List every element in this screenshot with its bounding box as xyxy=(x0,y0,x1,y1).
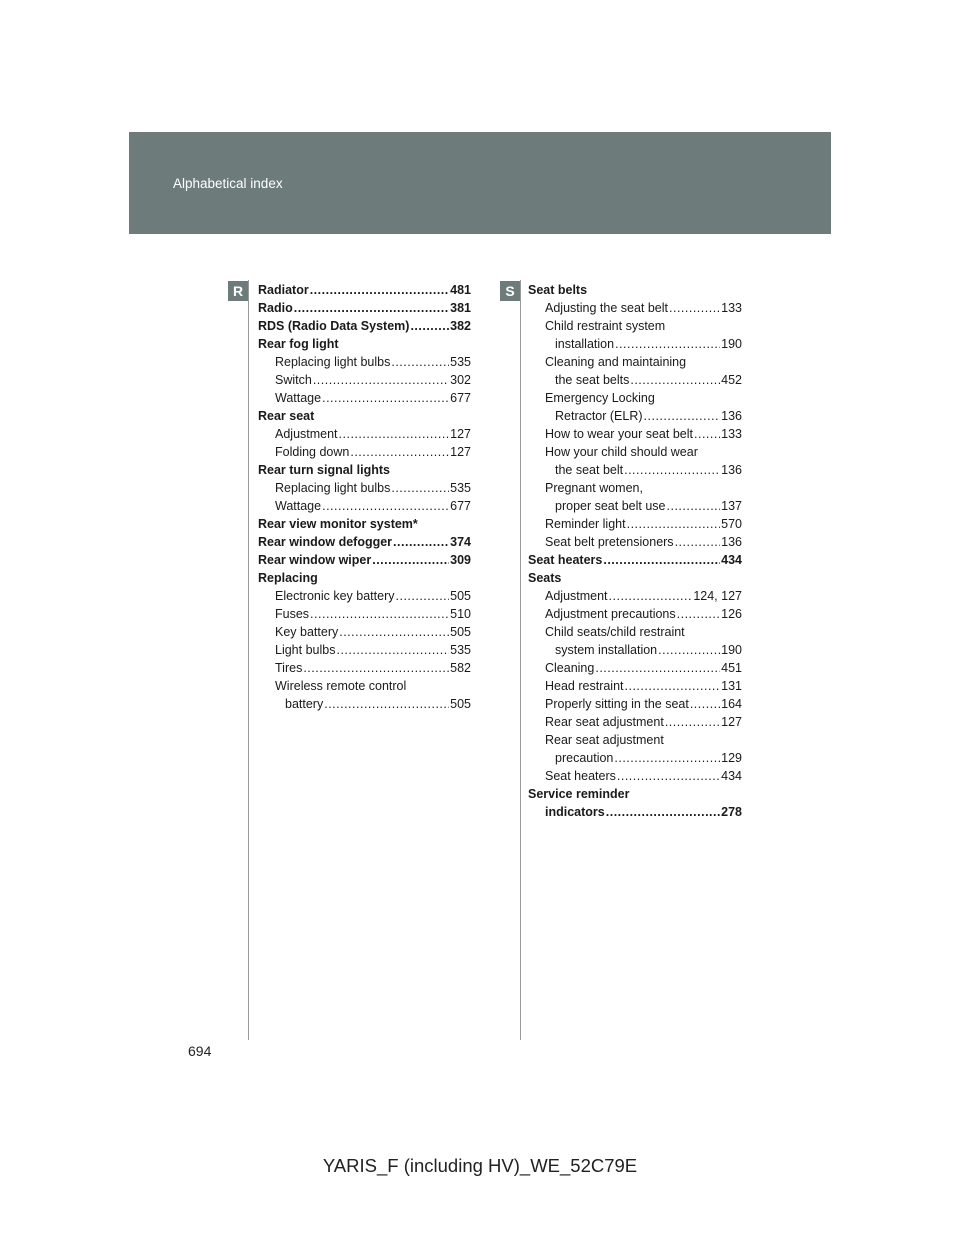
entry-page: 505 xyxy=(450,625,471,639)
index-entry xyxy=(258,695,471,713)
document-footer: YARIS_F (including HV)_WE_52C79E xyxy=(322,1155,638,1176)
dot-leader xyxy=(310,281,449,299)
entry-term: Replacing light bulbs xyxy=(275,355,391,369)
index-entry xyxy=(258,515,471,533)
entry-page: 570 xyxy=(721,517,742,531)
entry-term: Cleaning xyxy=(545,661,595,675)
entry-term: Radiator xyxy=(258,283,309,297)
dot-leader xyxy=(310,605,449,623)
dot-leader xyxy=(658,641,720,659)
entry-page: 127 xyxy=(721,715,742,729)
entry-term: Service reminder xyxy=(528,787,630,801)
index-entry xyxy=(528,785,742,803)
entry-page: 131 xyxy=(721,679,742,693)
dot-leader xyxy=(675,533,721,551)
entry-term: Rear seat adjustment xyxy=(545,733,664,747)
entry-page: 535 xyxy=(450,643,471,657)
entry-page: 136 xyxy=(721,463,742,477)
dot-leader xyxy=(630,371,720,389)
entry-page: 382 xyxy=(450,319,471,333)
index-entry xyxy=(258,281,471,299)
index-entry xyxy=(528,659,742,677)
entry-term: Rear turn signal lights xyxy=(258,463,390,477)
entry-page: 133 xyxy=(721,427,742,441)
index-entry xyxy=(528,533,742,551)
index-entry xyxy=(528,803,742,821)
dot-leader xyxy=(603,551,720,569)
index-entry xyxy=(528,569,742,587)
entry-page: 535 xyxy=(450,481,471,495)
entry-term: Replacing light bulbs xyxy=(275,481,391,495)
index-entry xyxy=(258,461,471,479)
index-entry xyxy=(528,497,742,515)
index-entry xyxy=(258,317,471,335)
entry-term: Fuses xyxy=(275,607,310,621)
entry-page: 124, 127 xyxy=(693,589,742,603)
index-entry xyxy=(528,515,742,533)
index-entry xyxy=(258,623,471,641)
entry-term: Pregnant women, xyxy=(545,481,643,495)
entry-term: Rear view monitor system* xyxy=(258,517,418,531)
entry-term: Child seats/child restraint xyxy=(545,625,685,639)
entry-page: 505 xyxy=(450,589,471,603)
entry-page: 481 xyxy=(450,283,471,297)
entry-term: Emergency Locking xyxy=(545,391,655,405)
index-entry xyxy=(258,299,471,317)
entry-page: 127 xyxy=(450,427,471,441)
index-entry xyxy=(528,551,742,569)
entry-page: 582 xyxy=(450,661,471,675)
entry-term: Rear seat adjustment xyxy=(545,715,664,729)
entry-page: 164 xyxy=(721,697,742,711)
entry-page: 136 xyxy=(721,409,742,423)
index-entry xyxy=(528,281,742,299)
dot-leader xyxy=(396,587,450,605)
dot-leader xyxy=(350,443,449,461)
index-entry xyxy=(258,443,471,461)
index-entry xyxy=(528,605,742,623)
dot-leader xyxy=(665,713,720,731)
entry-term: indicators xyxy=(545,805,605,819)
entry-term: Child restraint system xyxy=(545,319,666,333)
page-header xyxy=(129,132,831,234)
dot-leader xyxy=(313,371,449,389)
dot-leader xyxy=(410,317,449,335)
dot-leader xyxy=(677,605,721,623)
entry-term: Radio xyxy=(258,301,293,315)
index-entry xyxy=(528,479,742,497)
column-divider-left xyxy=(248,280,249,1040)
entry-term: Switch xyxy=(275,373,312,387)
index-entry xyxy=(528,623,742,641)
page-number: 694 xyxy=(188,1043,212,1059)
index-entry xyxy=(528,299,742,317)
entry-term: Properly sitting in the seat xyxy=(545,697,689,711)
dot-leader xyxy=(391,479,449,497)
dot-leader xyxy=(393,533,449,551)
entry-term: the seat belt xyxy=(555,463,624,477)
entry-page: 434 xyxy=(721,769,742,783)
entry-term: Rear seat xyxy=(258,409,315,423)
index-entry xyxy=(258,389,471,407)
entry-term: Seat belt pretensioners xyxy=(545,535,674,549)
index-entry xyxy=(528,317,742,335)
index-column-r xyxy=(258,281,471,713)
entry-term: Adjusting the seat belt xyxy=(545,301,668,315)
index-entry xyxy=(258,677,471,695)
index-entry xyxy=(528,443,742,461)
entry-page: 278 xyxy=(721,805,742,819)
entry-term: Seats xyxy=(528,571,562,585)
entry-page: 129 xyxy=(721,751,742,765)
index-entry xyxy=(528,767,742,785)
index-entry xyxy=(258,569,471,587)
index-entry xyxy=(258,497,471,515)
header-title: Alphabetical index xyxy=(173,176,283,191)
dot-leader xyxy=(667,497,721,515)
index-entry xyxy=(528,389,742,407)
entry-term: precaution xyxy=(555,751,614,765)
entry-term: Seat belts xyxy=(528,283,588,297)
entry-term: Tires xyxy=(275,661,303,675)
entry-term: Head restraint xyxy=(545,679,624,693)
letter-tab-s: S xyxy=(500,281,520,301)
index-entry xyxy=(258,641,471,659)
entry-term: Key battery xyxy=(275,625,339,639)
dot-leader xyxy=(339,425,450,443)
entry-page: 451 xyxy=(721,661,742,675)
letter-tab-r: R xyxy=(228,281,248,301)
dot-leader xyxy=(694,425,720,443)
dot-leader xyxy=(615,335,720,353)
column-divider-middle xyxy=(520,280,521,1040)
index-entry xyxy=(528,371,742,389)
entry-page: 190 xyxy=(721,643,742,657)
entry-term: the seat belts xyxy=(555,373,630,387)
index-entry xyxy=(258,551,471,569)
entry-term: How to wear your seat belt xyxy=(545,427,693,441)
entry-page: 302 xyxy=(450,373,471,387)
entry-term: Wireless remote control xyxy=(275,679,407,693)
entry-page: 452 xyxy=(721,373,742,387)
dot-leader xyxy=(336,641,449,659)
entry-page: 137 xyxy=(721,499,742,513)
dot-leader xyxy=(644,407,721,425)
entry-page: 309 xyxy=(450,553,471,567)
entry-term: Reminder light xyxy=(545,517,626,531)
entry-term: Cleaning and maintaining xyxy=(545,355,687,369)
entry-term: Adjustment precautions xyxy=(545,607,676,621)
entry-page: 136 xyxy=(721,535,742,549)
index-entry xyxy=(258,605,471,623)
index-entry xyxy=(528,749,742,767)
index-entry xyxy=(528,695,742,713)
index-entry xyxy=(258,587,471,605)
index-entry xyxy=(258,479,471,497)
index-entry xyxy=(258,425,471,443)
dot-leader xyxy=(627,515,721,533)
entry-term: Rear window defogger xyxy=(258,535,393,549)
entry-page: 127 xyxy=(450,445,471,459)
entry-term: Wattage xyxy=(275,499,322,513)
dot-leader xyxy=(624,461,720,479)
dot-leader xyxy=(324,695,449,713)
entry-term: Folding down xyxy=(275,445,350,459)
index-entry xyxy=(258,371,471,389)
dot-leader xyxy=(614,749,720,767)
index-entry xyxy=(258,533,471,551)
dot-leader xyxy=(294,299,449,317)
dot-leader xyxy=(372,551,449,569)
entry-term: system installation xyxy=(555,643,658,657)
entry-term: Adjustment xyxy=(275,427,338,441)
entry-term: How your child should wear xyxy=(545,445,698,459)
entry-page: 190 xyxy=(721,337,742,351)
entry-page: 510 xyxy=(450,607,471,621)
index-entry xyxy=(258,407,471,425)
index-column-s xyxy=(528,281,742,821)
index-entry xyxy=(258,353,471,371)
entry-term: Retractor (ELR) xyxy=(555,409,643,423)
entry-page: 381 xyxy=(450,301,471,315)
index-entry xyxy=(528,425,742,443)
dot-leader xyxy=(609,587,693,605)
entry-term: proper seat belt use xyxy=(555,499,666,513)
entry-term: installation xyxy=(555,337,615,351)
entry-term: Replacing xyxy=(258,571,318,585)
dot-leader xyxy=(617,767,720,785)
entry-page: 434 xyxy=(721,553,742,567)
index-entry xyxy=(528,461,742,479)
index-entry xyxy=(528,677,742,695)
entry-term: Seat heaters xyxy=(545,769,616,783)
entry-term: Adjustment xyxy=(545,589,608,603)
dot-leader xyxy=(391,353,449,371)
dot-leader xyxy=(625,677,721,695)
index-entry xyxy=(528,353,742,371)
dot-leader xyxy=(322,389,449,407)
entry-term: RDS (Radio Data System) xyxy=(258,319,410,333)
index-entry xyxy=(258,659,471,677)
index-entry xyxy=(528,641,742,659)
entry-term: Wattage xyxy=(275,391,322,405)
index-entry xyxy=(528,731,742,749)
entry-page: 133 xyxy=(721,301,742,315)
entry-page: 677 xyxy=(450,499,471,513)
index-entry xyxy=(528,587,742,605)
dot-leader xyxy=(303,659,449,677)
dot-leader xyxy=(690,695,720,713)
index-entry xyxy=(528,335,742,353)
entry-term: Light bulbs xyxy=(275,643,336,657)
index-entry xyxy=(258,335,471,353)
entry-page: 535 xyxy=(450,355,471,369)
entry-term: Electronic key battery xyxy=(275,589,395,603)
entry-term: Seat heaters xyxy=(528,553,603,567)
entry-page: 677 xyxy=(450,391,471,405)
entry-term: battery xyxy=(285,697,324,711)
entry-page: 374 xyxy=(450,535,471,549)
dot-leader xyxy=(606,803,720,821)
index-entry xyxy=(528,407,742,425)
entry-term: Rear window wiper xyxy=(258,553,372,567)
entry-page: 126 xyxy=(721,607,742,621)
index-entry xyxy=(528,713,742,731)
dot-leader xyxy=(595,659,720,677)
dot-leader xyxy=(339,623,449,641)
entry-page: 505 xyxy=(450,697,471,711)
dot-leader xyxy=(669,299,720,317)
dot-leader xyxy=(322,497,449,515)
entry-term: Rear fog light xyxy=(258,337,339,351)
